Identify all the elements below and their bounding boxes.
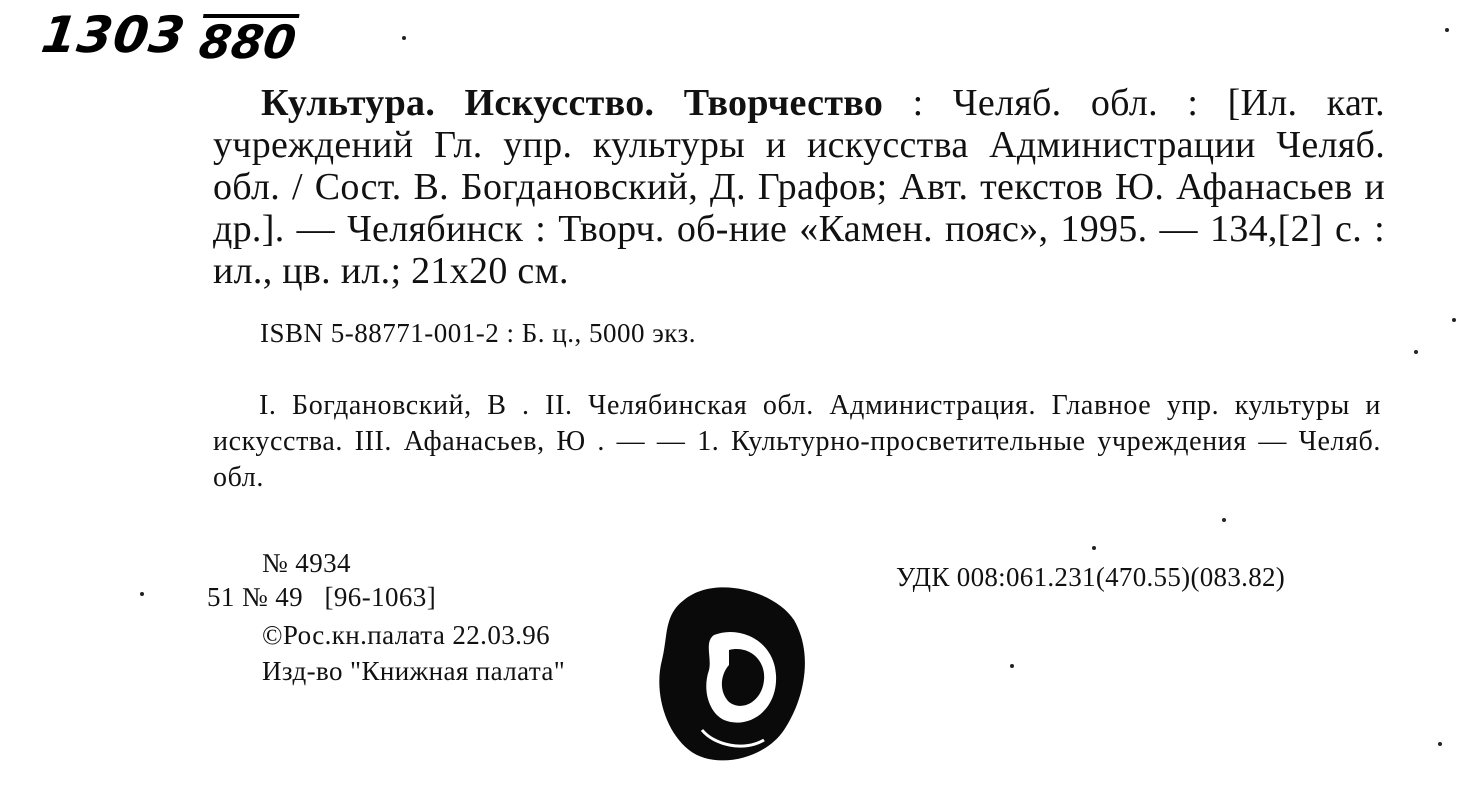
copyright-line: ©Рос.кн.палата 22.03.96 xyxy=(262,620,551,650)
card-number: 51 № 49 [96-1063] xyxy=(207,582,437,612)
entry-body: : Челяб. обл. : [Ил. кат. учреждений Гл. упр. культуры и искусства Администрации Челяб. обл. / Сост. В. Богдановский, Д. Графов; Авт. текстов Ю. Афанасьев и др.]. — Челябинск : Творч. об-ние «Камен. пояс», 1995. — 134,[2] с. : ил., цв. ил.; 21x20 см. xyxy=(213,82,1385,292)
isbn-line: ISBN 5-88771-001-2 : Б. ц., 5000 экз. xyxy=(260,318,696,348)
paper-speck xyxy=(1414,350,1418,354)
paper-speck xyxy=(1092,546,1096,550)
paper-speck xyxy=(1010,664,1014,668)
handwritten-number: 1303 xyxy=(37,6,190,64)
paper-speck xyxy=(1438,742,1442,746)
paper-speck xyxy=(402,36,406,40)
publisher-line: Изд-во "Книжная палата" xyxy=(262,656,566,686)
paper-speck xyxy=(140,592,144,596)
registration-number: № 4934 xyxy=(262,548,351,578)
subject-tracing: I. Богдановский, В . II. Челябинская обл. Администрация. Главное упр. культуры и искусства. III. Афанасьев, Ю . — — 1. Культурно-просветительные учреждения — Челяб. обл. xyxy=(213,390,1381,493)
entry-title: Культура. Искусство. Творчество xyxy=(261,82,884,124)
paper-speck xyxy=(1445,28,1449,32)
handwritten-number-overlined: 880 xyxy=(195,15,300,69)
ink-blot-stamp xyxy=(654,580,814,770)
paper-speck xyxy=(1222,518,1226,522)
paper-speck xyxy=(1452,318,1456,322)
bibliographic-description xyxy=(213,82,1385,292)
udc-classification: УДК 008:061.231(470.55)(083.82) xyxy=(896,562,1286,592)
